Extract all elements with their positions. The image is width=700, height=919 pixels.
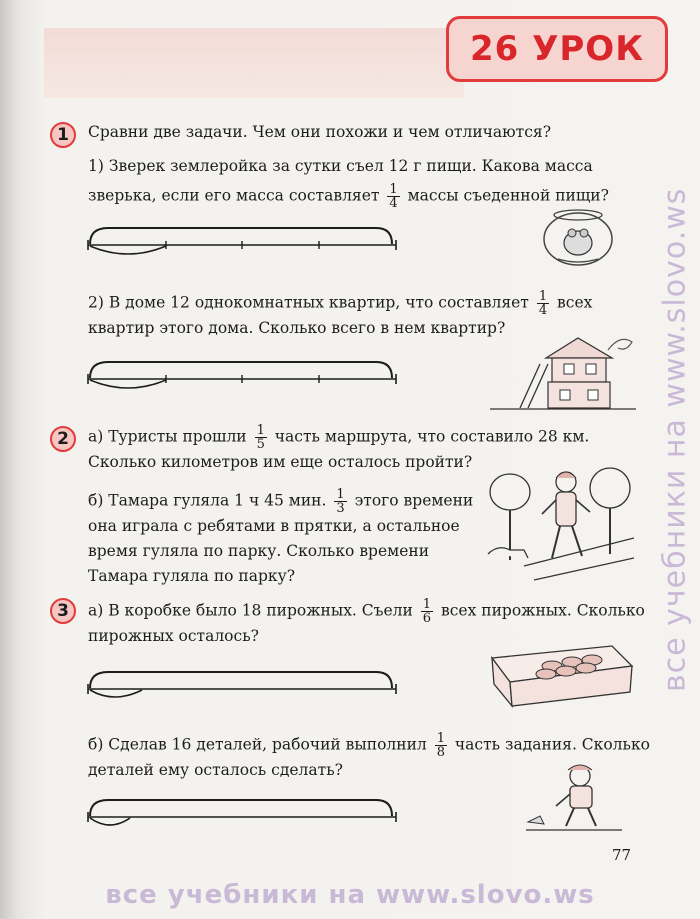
watermark-horizontal: все учебники на www.slovo.ws [105,880,595,910]
header-band [44,28,464,98]
task2-a-line2: Сколько километров им еще осталось пройти? [88,453,473,471]
task3-b-text-a: б) Сделав 16 деталей, рабочий выполнил [88,735,427,754]
task3-a-text-a: а) В коробке было 18 пирожных. Съели [88,601,413,620]
task3-a-text-b: всех пирожных. Сколько [441,601,645,620]
task1-part1-line1: 1) Зверек землеройка за сутки съел 12 г пищи. Какова масса [88,157,593,175]
task1-part1-line2 [88,183,609,210]
page-number: 77 [612,846,632,864]
task2-b-line2: она играла с ребятами в прятки, а остальное [88,517,460,535]
task3-a-line1 [88,598,645,625]
task2-b-line4: Тамара гуляла по парку? [88,567,296,585]
task1-part2-line1 [88,290,592,317]
fraction-one-quarter: $\frac{1}{4}$ [389,182,398,211]
task-number-2: 2 [50,426,76,452]
cake-box-illustration [486,636,636,708]
task3-a-line2: пирожных осталось? [88,627,259,645]
task2-b-text-a: б) Тамара гуляла 1 ч 45 мин. [88,491,327,510]
fraction-one-sixth: $\frac{1}{6}$ [422,597,432,626]
fraction-one-fifth: $\frac{1}{5}$ [256,423,265,452]
task2-a-text-b: часть маршрута, что составило 28 км. [274,427,590,446]
task1-intro: Сравни две задачи. Чем они похожи и чем отличаются? [88,123,552,141]
task3-b-text-b: часть задания. Сколько [454,735,650,754]
task1-part1-text-b: массы съеденной пищи? [407,186,609,205]
lesson-badge: 26 УРОК [446,16,668,82]
task2-a-line1 [88,424,589,451]
task3-b-line2: деталей ему осталось сделать? [88,761,343,779]
shrew-in-jar-illustration [540,205,616,267]
worker-illustration [526,760,622,834]
task2-b-text-b: этого времени [354,491,474,510]
segment-diagram-1 [84,222,404,262]
task2-a-text-a: а) Туристы прошли [88,427,247,446]
task2-b-line1 [88,488,473,515]
segment-diagram-4 [84,794,404,834]
segment-diagram-3 [84,666,404,706]
fraction-one-quarter: $\frac{1}{4}$ [538,289,548,318]
fraction-one-third: $\frac{1}{3}$ [336,487,345,516]
task3-b-line1 [88,732,650,759]
task2-b-line3: время гуляла по парку. Сколько времени [88,542,430,560]
task-number-1: 1 [50,122,76,148]
girl-walking-in-park-illustration [484,462,634,584]
segment-diagram-2 [84,356,404,396]
watermark-vertical: все учебники на www.slovo.ws [657,187,693,693]
task1-part2-text-a: 2) В доме 12 однокомнатных квартир, что составляет [88,293,529,312]
house-illustration [490,330,636,412]
task-number-3: 3 [50,598,76,624]
task1-part2-text-b: всех [557,293,593,312]
task1-part2-line2: квартир этого дома. Сколько всего в нем квартир? [88,319,506,337]
fraction-one-eighth: $\frac{1}{8}$ [436,731,445,760]
task1-part1-text-a: зверька, если его масса составляет [88,186,380,205]
